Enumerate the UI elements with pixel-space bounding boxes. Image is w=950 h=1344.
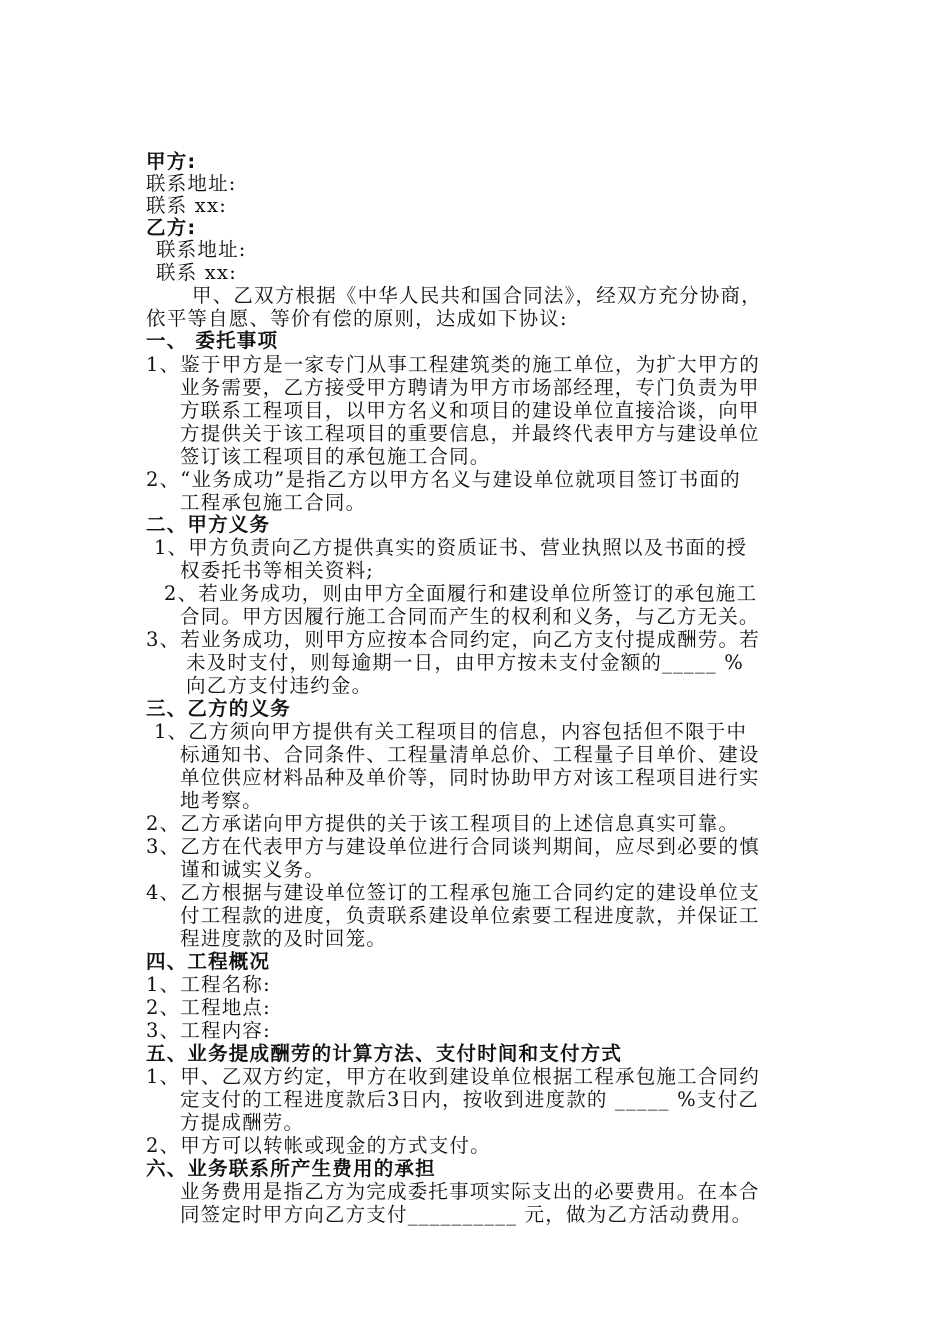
clause-line: 工程承包施工合同。 [180, 491, 367, 514]
clause-line: 2、工程地点: [146, 996, 271, 1019]
clause-line: 3、若业务成功，则甲方应按本合同约定，向乙方支付提成酬劳。若 [146, 628, 760, 651]
clause-line: 4、乙方根据与建设单位签订的工程承包施工合同约定的建设单位支 [146, 881, 760, 904]
section-heading-3: 三、乙方的义务 [146, 697, 291, 720]
clause-line: 2、“业务成功”是指乙方以甲方名义与建设单位就项目签订书面的 [146, 468, 741, 491]
party-a-title: 甲方: [146, 150, 197, 173]
intro-line: 甲、乙双方根据《中华人民共和国合同法》，经双方充分协商， [192, 284, 762, 307]
clause-line: 标通知书、合同条件、工程量清单总价、工程量子目单价、建设 [180, 743, 760, 766]
clause-line: 地考察。 [180, 789, 263, 812]
clause-line: 向乙方支付违约金。 [186, 674, 373, 697]
clause-line: 谨和诚实义务。 [180, 858, 325, 881]
intro-line: 依平等自愿、等价有偿的原则，达成如下协议: [146, 307, 568, 330]
section-heading-4: 四、工程概况 [146, 950, 271, 973]
party-b-title: 乙方: [146, 216, 197, 239]
clause-line: 1、甲、乙双方约定，甲方在收到建设单位根据工程承包施工合同约 [146, 1065, 760, 1088]
section-heading-2: 二、甲方义务 [146, 513, 271, 536]
section-heading-6: 六、业务联系所产生费用的承担 [146, 1157, 436, 1180]
clause-line: 2、若业务成功，则由甲方全面履行和建设单位所签订的承包施工 [164, 582, 758, 605]
party-a-contact: 联系 xx: [146, 194, 227, 217]
clause-line: 单位供应材料品种及单价等，同时协助甲方对该工程项目进行实 [180, 766, 760, 789]
clause-line: 1、工程名称: [146, 973, 271, 996]
clause-line: 3、工程内容: [146, 1019, 271, 1042]
clause-line: 3、乙方在代表甲方与建设单位进行合同谈判期间，应尽到必要的慎 [146, 835, 760, 858]
clause-line: 业务费用是指乙方为完成委托事项实际支出的必要费用。在本合 [180, 1180, 760, 1203]
clause-line: 2、甲方可以转帐或现金的方式支付。 [146, 1134, 491, 1157]
party-b-contact: 联系 xx: [156, 261, 237, 284]
clause-line: 签订该工程项目的承包施工合同。 [180, 445, 491, 468]
clause-line: 业务需要，乙方接受甲方聘请为甲方市场部经理，专门负责为甲 [180, 376, 760, 399]
clause-line: 程进度款的及时回笼。 [180, 927, 388, 950]
clause-line: 合同。甲方因履行施工合同而产生的权利和义务，与乙方无关。 [180, 605, 760, 628]
section-heading-5: 五、业务提成酬劳的计算方法、支付时间和支付方式 [146, 1042, 623, 1065]
party-a-address: 联系地址: [146, 172, 237, 195]
clause-line: 1、甲方负责向乙方提供真实的资质证书、营业执照以及书面的授 [154, 536, 748, 559]
clause-line: 未及时支付，则每逾期一日，由甲方按未支付金额的_____ % [186, 651, 744, 674]
clause-line: 定支付的工程进度款后3日内，按收到进度款的 _____ %支付乙 [180, 1088, 759, 1111]
section-heading-1: 一、 委托事项 [146, 329, 279, 352]
clause-line: 方提成酬劳。 [180, 1111, 305, 1134]
clause-line: 2、乙方承诺向甲方提供的关于该工程项目的上述信息真实可靠。 [146, 812, 740, 835]
clause-line: 方提供关于该工程项目的重要信息，并最终代表甲方与建设单位 [180, 422, 760, 445]
party-b-address: 联系地址: [156, 238, 247, 261]
clause-line: 同签定时甲方向乙方支付__________ 元，做为乙方活动费用。 [180, 1203, 753, 1226]
clause-line: 方联系工程项目，以甲方名义和项目的建设单位直接洽谈，向甲 [180, 399, 760, 422]
clause-line: 权委托书等相关资料; [180, 559, 375, 582]
clause-line: 付工程款的进度，负责联系建设单位索要工程进度款，并保证工 [180, 904, 760, 927]
clause-line: 1、鉴于甲方是一家专门从事工程建筑类的施工单位，为扩大甲方的 [146, 353, 760, 376]
clause-line: 1、乙方须向甲方提供有关工程项目的信息，内容包括但不限于中 [154, 720, 748, 743]
